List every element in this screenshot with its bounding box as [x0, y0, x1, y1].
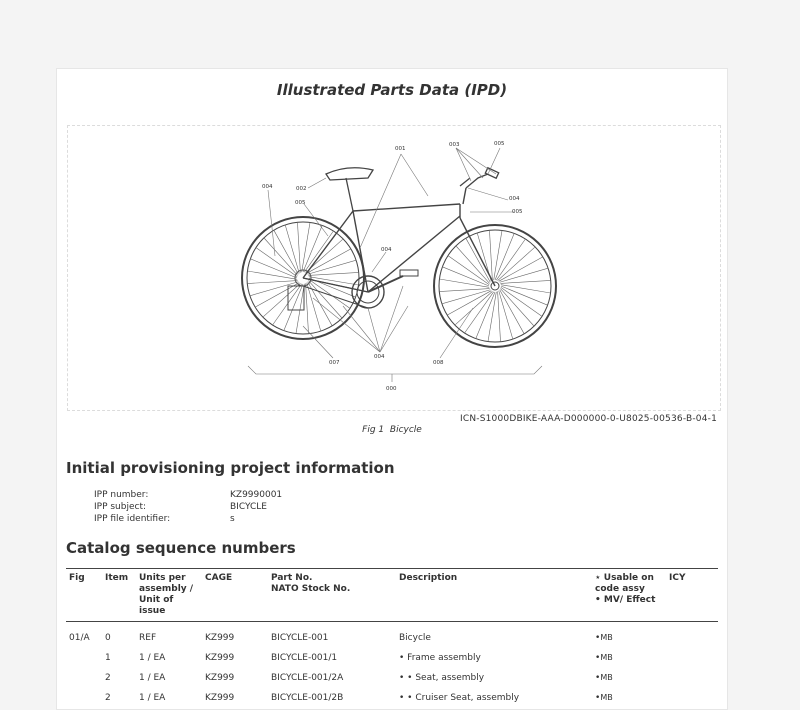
figure-caption [57, 425, 727, 435]
wheel-spoke [500, 280, 550, 283]
col-part-no-label: Part No. [271, 573, 313, 583]
col-cage: CAGE [205, 573, 233, 583]
col-usable-line1: ⋆ Usable on code assy [595, 573, 654, 594]
cell-fig [66, 688, 102, 708]
callout-004: 004 [374, 354, 385, 360]
bicycle-illustration [68, 126, 720, 410]
cell-part-no: BICYCLE-001/1 [271, 653, 338, 663]
callout-002: 002 [296, 186, 307, 192]
ipp-row-subject [94, 502, 267, 512]
cell-fig [66, 668, 102, 688]
ipp-value: s [230, 514, 235, 524]
cell-units: 1 / EA [139, 673, 166, 683]
cell-item: 2 [105, 673, 111, 683]
cell-part-no: BICYCLE-001 [271, 633, 329, 643]
wheel-spoke [499, 257, 543, 281]
wheel-spoke [499, 291, 513, 339]
seat [326, 168, 373, 211]
catalog-header-row [66, 569, 718, 622]
usable-code: MB [600, 693, 613, 702]
bullet-icon: • [595, 673, 601, 683]
wheel-spoke [442, 290, 490, 304]
handlebar [460, 168, 499, 188]
callout-008: 008 [433, 360, 444, 366]
col-icy: ICY [669, 573, 686, 583]
ipp-label: IPP file identifier: [94, 514, 171, 524]
cell-description: • Frame assembly [399, 653, 481, 663]
figure-illustration [67, 125, 721, 411]
wheel-spoke [308, 272, 358, 275]
cell-description: • • Seat, assembly [399, 673, 485, 683]
bullet-icon: • [595, 653, 601, 663]
callout-005: 005 [512, 209, 523, 215]
cell-part-no: BICYCLE-001/2A [271, 673, 344, 683]
wheel-spoke [307, 249, 351, 273]
col-usable [592, 569, 666, 622]
cell-icy [666, 648, 718, 668]
col-nsn-label: NATO Stock No. [271, 584, 351, 594]
figure-title: Bicycle [389, 425, 422, 435]
col-part-no [268, 569, 396, 622]
ipp-heading: Initial provisioning project information [66, 459, 395, 477]
col-description: Description [399, 573, 458, 583]
document-page [56, 68, 728, 710]
cell-item: 2 [105, 693, 111, 703]
ipp-row-number [94, 490, 282, 500]
callout-007: 007 [329, 360, 340, 366]
usable-code: MB [600, 653, 613, 662]
cell-usable [592, 668, 666, 688]
cell-fig: 01/A [69, 633, 90, 643]
callout-004: 004 [262, 184, 273, 190]
ipp-value: KZ9990001 [230, 490, 283, 500]
wheel-spoke [306, 283, 309, 333]
cell-cage: KZ999 [205, 673, 235, 683]
col-units: Units per assembly / Unit of issue [139, 573, 194, 616]
cell-item: 1 [105, 653, 111, 663]
callout-005: 005 [295, 200, 306, 206]
catalog-heading: Catalog sequence numbers [66, 539, 296, 557]
callout-labels [262, 141, 523, 392]
cell-cage: KZ999 [205, 653, 235, 663]
wheel-spoke [247, 281, 297, 284]
cell-cage: KZ999 [205, 693, 235, 703]
usable-code: MB [600, 633, 613, 642]
cell-icy [666, 688, 718, 708]
callout-003: 003 [449, 142, 460, 148]
icn-identifier: ICN-S1000DBIKE-AAA-D000000-0-U8025-00536-B-04-1 [459, 414, 717, 424]
wheel-spoke [447, 291, 491, 315]
wheel-spoke [439, 289, 489, 292]
ipp-row-file-identifier [94, 514, 235, 524]
document-title: Illustrated Parts Data (IPD) [276, 81, 508, 99]
wheel-spoke [498, 291, 501, 341]
cell-usable [592, 688, 666, 708]
wheel-spoke [500, 290, 524, 334]
table-row [66, 668, 718, 688]
cell-description: Bicycle [399, 633, 431, 643]
cell-part-no: BICYCLE-001/2B [271, 693, 344, 703]
ipp-value: BICYCLE [230, 502, 267, 512]
wheel-spoke [274, 230, 298, 274]
callout-000: 000 [386, 386, 397, 392]
catalog-table [66, 568, 718, 708]
cell-usable [592, 648, 666, 668]
wheel-spoke [285, 225, 299, 273]
cell-units: REF [139, 633, 157, 643]
cell-icy [666, 622, 718, 649]
wheel-spoke [297, 222, 300, 272]
figure-number: Fig 1 [362, 425, 385, 435]
wheel-spoke [466, 238, 490, 282]
cell-units: 1 / EA [139, 693, 166, 703]
bullet-icon: • [595, 693, 601, 703]
col-fig: Fig [69, 573, 85, 583]
callout-004: 004 [381, 247, 392, 253]
cell-item: 0 [105, 633, 111, 643]
wheel-spoke [250, 282, 298, 296]
cell-icy [666, 668, 718, 688]
cell-cage: KZ999 [205, 633, 235, 643]
table-row [66, 688, 718, 708]
usable-code: MB [600, 673, 613, 682]
table-row [66, 648, 718, 668]
wheel-spoke [500, 268, 548, 282]
table-row [66, 622, 718, 649]
ipp-label: IPP subject: [94, 502, 147, 512]
ipp-label: IPP number: [94, 490, 149, 500]
cell-fig [66, 648, 102, 668]
callout-005: 005 [494, 141, 505, 147]
col-usable-line2: • MV/ Effect [595, 595, 656, 605]
cell-units: 1 / EA [139, 653, 166, 663]
cell-description: • • Cruiser Seat, assembly [399, 693, 520, 703]
col-item: Item [105, 573, 129, 583]
callout-001: 001 [395, 146, 406, 152]
wheel-spoke [489, 230, 492, 280]
bullet-icon: • [595, 633, 601, 643]
callout-004: 004 [509, 196, 520, 202]
cell-usable [592, 622, 666, 649]
